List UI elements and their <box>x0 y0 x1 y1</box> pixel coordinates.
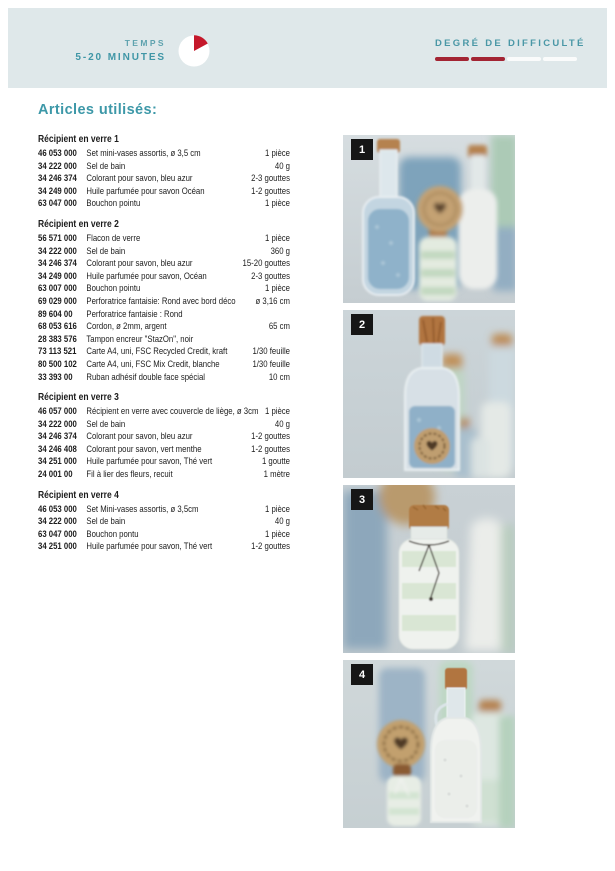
time-label: TEMPS <box>124 37 166 48</box>
section-heading: Récipient en verre 1 <box>38 134 119 145</box>
materials-section <box>38 391 290 481</box>
article-description: Colorant pour savon, vert menthe <box>86 443 202 454</box>
time-block <box>66 32 212 68</box>
header-band <box>8 8 607 88</box>
article-description: Huile parfumée pour savon, Océan <box>86 270 207 281</box>
material-row <box>38 160 290 173</box>
article-quantity: 1-2 gouttes <box>251 541 290 552</box>
materials-section <box>38 218 290 383</box>
photo-2-illustration <box>343 310 515 478</box>
article-code: 24 001 00 <box>38 469 73 480</box>
article-quantity: 1 pièce <box>264 283 290 294</box>
material-row <box>38 405 290 418</box>
article-description: Carte A4, uni, FSC Recycled Credit, kraft <box>86 346 228 357</box>
article-code: 33 393 00 <box>38 371 73 382</box>
material-row <box>38 270 290 283</box>
material-row <box>38 295 290 308</box>
article-code: 34 251 000 <box>38 456 77 467</box>
difficulty-block <box>435 38 586 61</box>
article-code: 34 222 000 <box>38 516 77 527</box>
material-row <box>38 345 290 358</box>
photo-number-badge: 2 <box>351 314 373 335</box>
article-quantity: 1/30 feuille <box>252 358 290 369</box>
article-code: 63 047 000 <box>38 528 77 539</box>
article-quantity: 1 pièce <box>264 232 290 243</box>
article-description: Sel de bain <box>86 516 126 527</box>
article-quantity: 65 cm <box>268 321 290 332</box>
material-row <box>38 308 290 321</box>
step-photo-1 <box>343 135 515 303</box>
article-description: Ruban adhésif double face spécial <box>86 371 205 382</box>
article-quantity: 1 pièce <box>264 148 290 158</box>
article-description: Sel de bain <box>86 418 126 429</box>
article-description: Set mini-vases assortis, ø 3,5 cm <box>86 148 201 158</box>
article-description: Tampon encreur "StazOn", noir <box>86 333 194 344</box>
difficulty-bar-4 <box>543 57 577 61</box>
article-quantity: 1-2 gouttes <box>251 185 290 196</box>
article-code: 63 047 000 <box>38 198 77 209</box>
step-photo-3 <box>343 485 515 653</box>
article-code: 34 222 000 <box>38 245 77 256</box>
article-description: Cordon, ø 2mm, argent <box>86 321 167 332</box>
difficulty-bar-3 <box>507 57 541 61</box>
material-row <box>38 172 290 185</box>
article-code: 34 222 000 <box>38 418 77 429</box>
section-heading: Récipient en verre 3 <box>38 392 119 404</box>
article-quantity: 1/30 feuille <box>252 346 290 357</box>
article-quantity: 1 goutte <box>261 456 290 467</box>
article-description: Perforatrice fantaisie: Rond avec bord déco <box>86 295 236 306</box>
material-row <box>38 528 290 541</box>
material-row <box>38 455 290 468</box>
article-description: Colorant pour savon, bleu azur <box>86 258 193 269</box>
article-quantity: 40 g <box>274 516 290 527</box>
article-code: 34 246 408 <box>38 443 77 454</box>
article-description: Récipient en verre avec couvercle de liège, ø 3cm <box>86 406 259 417</box>
photo-3-illustration <box>343 485 515 653</box>
article-description: Colorant pour savon, bleu azur <box>86 173 193 184</box>
material-row <box>38 245 290 258</box>
photo-1-illustration <box>343 135 515 303</box>
article-description: Bouchon pointu <box>86 283 141 294</box>
material-row <box>38 540 290 553</box>
article-code: 46 057 000 <box>38 406 77 417</box>
photo-number-badge: 1 <box>351 139 373 160</box>
article-code: 34 246 374 <box>38 431 77 442</box>
article-quantity: 1 pièce <box>264 528 290 539</box>
article-code: 34 246 374 <box>38 173 77 184</box>
article-quantity: 1 pièce <box>264 198 290 209</box>
page-title: Articles utilisés: <box>38 102 158 118</box>
materials-list <box>38 133 290 553</box>
article-code: 34 246 374 <box>38 258 77 269</box>
article-description: Set Mini-vases assortis, ø 3,5cm <box>86 503 199 514</box>
material-row <box>38 320 290 333</box>
article-quantity: 1 pièce <box>264 503 290 514</box>
section-heading: Récipient en verre 4 <box>38 489 119 501</box>
materials-section <box>38 489 290 553</box>
article-description: Huile parfumée pour savon, Thé vert <box>86 456 213 467</box>
material-row <box>38 371 290 384</box>
material-row <box>38 443 290 456</box>
article-description: Bouchon pointu <box>86 198 141 209</box>
article-description: Flacon de verre <box>86 232 141 243</box>
photo-column <box>343 135 515 835</box>
article-description: Sel de bain <box>86 245 126 256</box>
material-row <box>38 418 290 431</box>
material-row <box>38 468 290 481</box>
time-value: 5-20 MINUTES <box>75 51 166 63</box>
article-code: 63 007 000 <box>38 283 77 294</box>
article-quantity <box>286 308 290 321</box>
material-row <box>38 147 290 160</box>
article-quantity: 40 g <box>274 418 290 429</box>
article-quantity: 2-3 gouttes <box>251 173 290 184</box>
material-row <box>38 358 290 371</box>
article-description: Bouchon pontu <box>86 528 139 539</box>
article-description: Perforatrice fantaisie : Rond <box>86 308 183 319</box>
photo-number-badge: 4 <box>351 664 373 685</box>
article-quantity: 1-2 gouttes <box>251 443 290 454</box>
article-quantity: 1 mètre <box>263 469 290 480</box>
article-code: 73 113 521 <box>38 346 77 357</box>
article-description: Carte A4, uni, FSC Mix Credit, blanche <box>86 358 220 369</box>
materials-list-wrap <box>38 133 290 561</box>
difficulty-label: DEGRÉ DE DIFFICULTÉ <box>435 38 586 49</box>
article-code: 34 251 000 <box>38 541 77 552</box>
article-code: 69 029 000 <box>38 295 77 306</box>
material-row <box>38 430 290 443</box>
material-row <box>38 503 290 516</box>
material-row <box>38 197 290 210</box>
article-quantity: 10 cm <box>268 371 290 382</box>
step-photo-2 <box>343 310 515 478</box>
materials-section <box>38 133 290 210</box>
material-row <box>38 515 290 528</box>
article-code: 34 249 000 <box>38 185 77 196</box>
article-code: 28 383 576 <box>38 333 77 344</box>
article-code: 46 053 000 <box>38 148 77 158</box>
article-quantity: 15-20 gouttes <box>242 258 290 269</box>
difficulty-bar-1 <box>435 57 469 61</box>
article-quantity: 40 g <box>274 160 290 171</box>
material-row <box>38 257 290 270</box>
article-quantity: 1 pièce <box>264 406 290 417</box>
article-description: Huile parfumée pour savon Océan <box>86 185 205 196</box>
article-code: 46 053 000 <box>38 503 77 514</box>
article-quantity: 2-3 gouttes <box>251 270 290 281</box>
article-description: Sel de bain <box>86 160 126 171</box>
photo-number-badge: 3 <box>351 489 373 510</box>
article-quantity: 1-2 gouttes <box>251 431 290 442</box>
difficulty-meter <box>435 57 586 61</box>
article-code: 34 249 000 <box>38 270 77 281</box>
article-code: 80 500 102 <box>38 358 77 369</box>
material-row <box>38 282 290 295</box>
article-code: 68 053 616 <box>38 321 77 332</box>
clock-pie-icon <box>176 32 212 68</box>
article-code: 56 571 000 <box>38 232 77 243</box>
step-photo-4 <box>343 660 515 828</box>
article-quantity <box>286 333 290 346</box>
difficulty-bar-2 <box>471 57 505 61</box>
photo-4-illustration <box>343 660 515 828</box>
article-quantity: 360 g <box>270 245 290 256</box>
article-description: Fil à lier des fleurs, recuit <box>86 469 173 480</box>
article-quantity: ø 3,16 cm <box>255 295 290 306</box>
section-heading: Récipient en verre 2 <box>38 218 119 230</box>
article-description: Colorant pour savon, bleu azur <box>86 431 193 442</box>
article-code: 89 604 00 <box>38 308 73 319</box>
article-code: 34 222 000 <box>38 160 77 171</box>
material-row <box>38 185 290 198</box>
material-row <box>38 333 290 346</box>
material-row <box>38 232 290 245</box>
article-description: Huile parfumée pour savon, Thé vert <box>86 541 213 552</box>
